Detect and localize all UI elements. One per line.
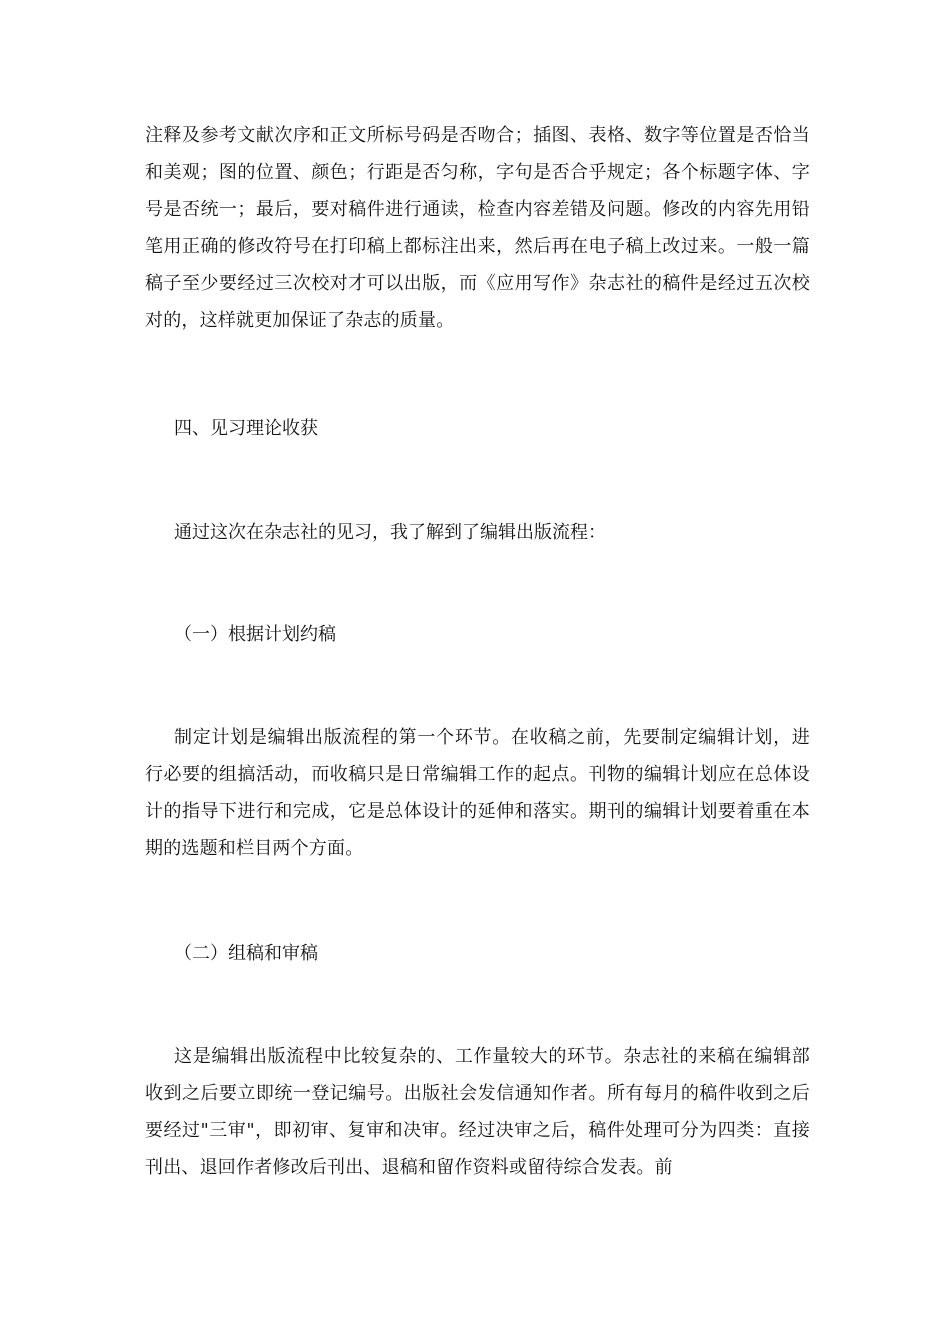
section-heading: 四、见习理论收获: [174, 418, 318, 439]
intro-paragraph: 通过这次在杂志社的见习，我了解到了编辑出版流程：: [174, 522, 606, 543]
sub-heading-plan: （一）根据计划约稿: [174, 624, 336, 645]
paragraph-plan: 制定计划是编辑出版流程的第一个环节。在收稿之前，先要制定编辑计划，进行必要的组搞活动，而收稿只是日常编辑工作的起点。刊物的编辑计划应在总体设计的指导下进行和完成，它是总体设计的延伸和落实。期刊的编辑计划要着重在本期的选题和栏目两个方面。: [145, 727, 810, 859]
paragraph-review: 这是编辑出版流程中比较复杂的、工作量较大的环节。杂志社的来稿在编辑部收到之后要立即统一登记编号。出版社会发信通知作者。所有每月的稿件收到之后要经过"三审"，即初审、复审和决审。经过决审之后，稿件处理可分为四类：直接刊出、退回作者修改后刊出、退稿和留作资料或留待综合发表。前: [145, 1046, 810, 1178]
paragraph-continued: 注释及参考文献次序和正文所标号码是否吻合；插图、表格、数字等位置是否恰当和美观；图的位置、颜色；行距是否匀称，字句是否合乎规定；各个标题字体、字号是否统一；最后，要对稿件进行通读，检查内容差错及问题。修改的内容先用铅笔用正确的修改符号在打印稿上都标注出来，然后再在电子稿上改过来。一般一篇稿子至少要经过三次校对才可以出版，而《应用写作》杂志社的稿件是经过五次校对的，这样就更加保证了杂志的质量。: [145, 125, 810, 331]
sub-heading-review: （二）组稿和审稿: [174, 943, 318, 964]
